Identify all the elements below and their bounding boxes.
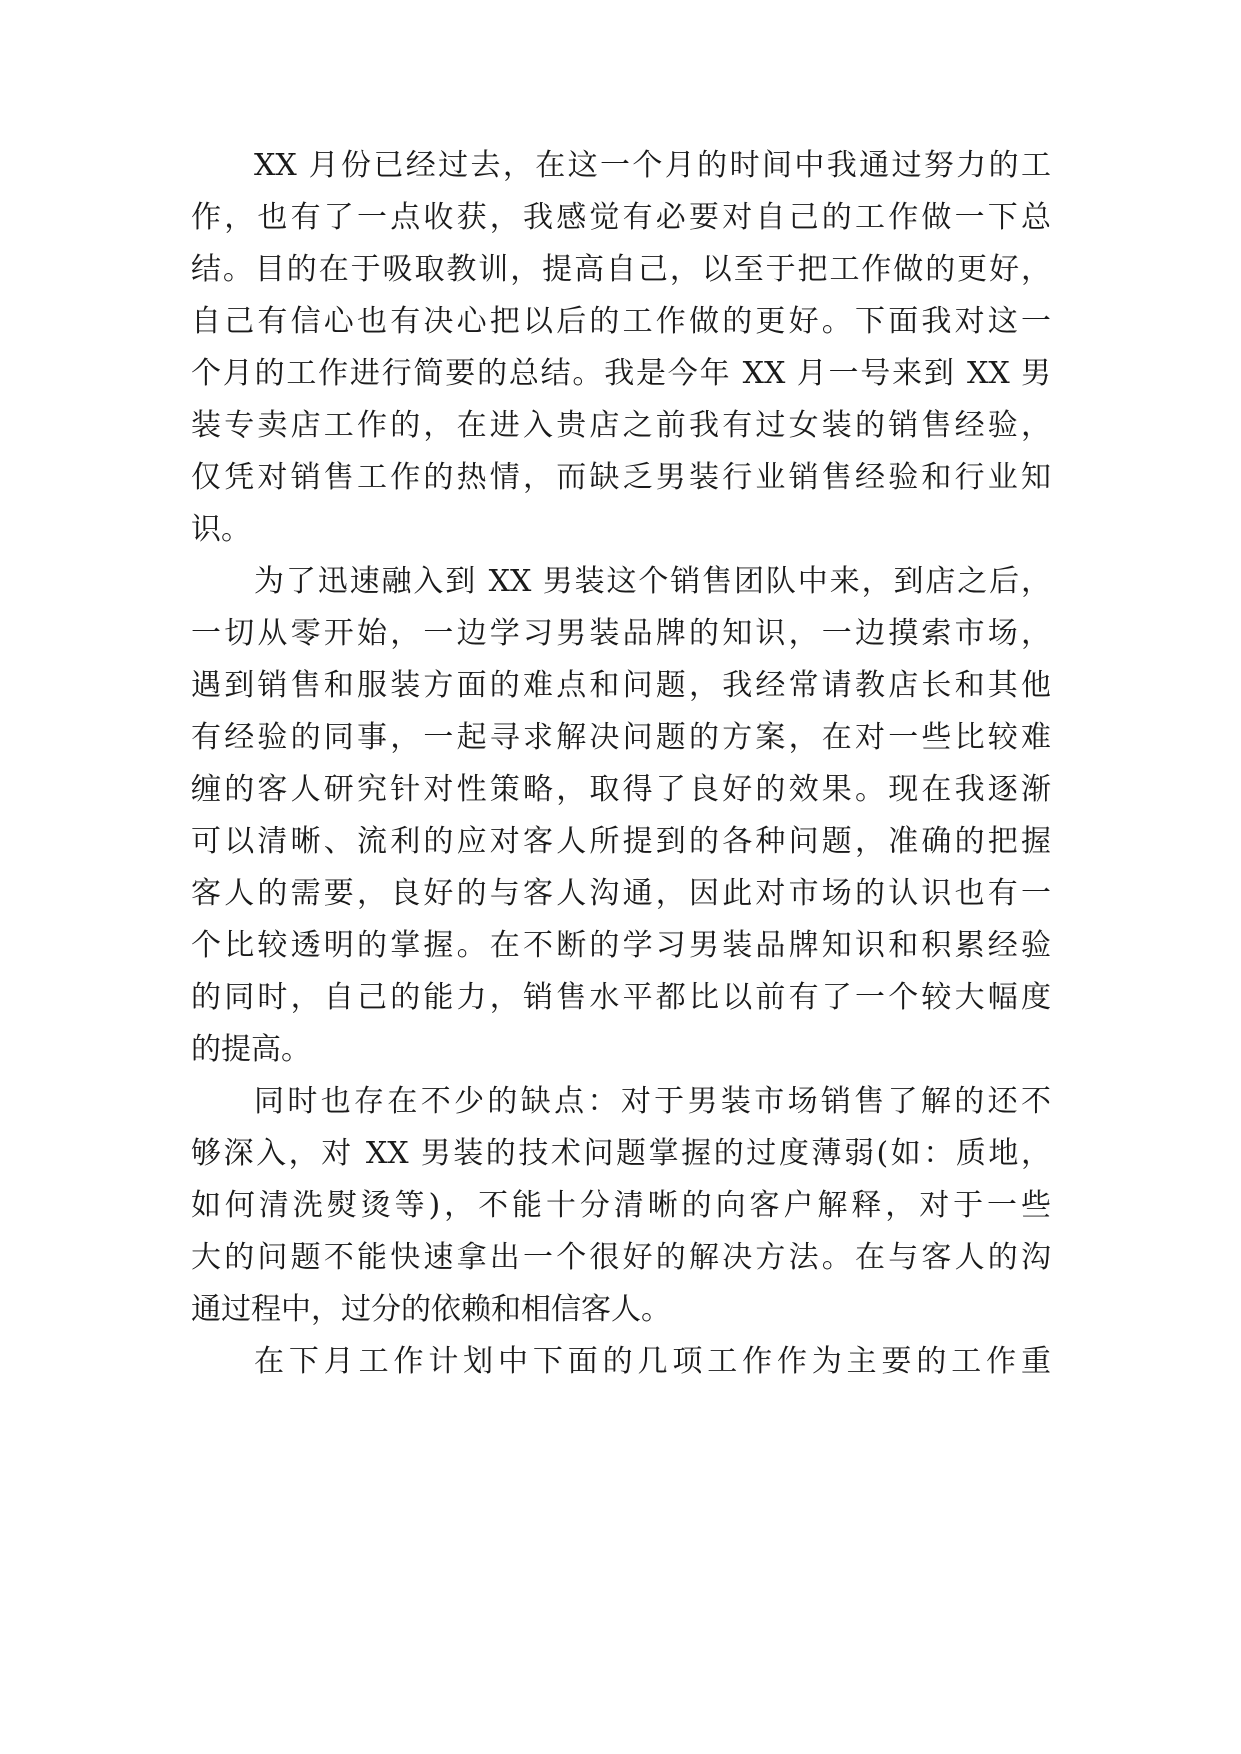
text-line: 作，也有了一点收获，我感觉有必要对自己的工作做一下总: [191, 200, 1051, 235]
text-line: 客人的需要，良好的与客人沟通，因此对市场的认识也有一: [191, 876, 1051, 911]
text-line: 个比较透明的掌握。在不断的学习男装品牌知识和积累经验: [191, 928, 1051, 963]
text-line: 通过程中，过分的依赖和相信客人。: [191, 1292, 671, 1327]
text-line: 如何清洗熨烫等)，不能十分清晰的向客户解释，对于一些: [191, 1188, 1051, 1223]
text-line: 识。: [191, 512, 251, 547]
text-line: 大的问题不能快速拿出一个很好的解决方法。在与客人的沟: [191, 1240, 1051, 1275]
text-line: 个月的工作进行简要的总结。我是今年 XX 月一号来到 XX 男: [191, 356, 1051, 391]
text-line: 同时也存在不少的缺点：对于男装市场销售了解的还不: [254, 1084, 1051, 1119]
text-line: 结。目的在于吸取教训，提高自己，以至于把工作做的更好，: [191, 252, 1051, 287]
text-line: 装专卖店工作的，在进入贵店之前我有过女装的销售经验，: [191, 408, 1051, 443]
text-line: 自己有信心也有决心把以后的工作做的更好。下面我对这一: [191, 304, 1051, 339]
text-line: 仅凭对销售工作的热情，而缺乏男装行业销售经验和行业知: [191, 460, 1051, 495]
text-line: 为了迅速融入到 XX 男装这个销售团队中来，到店之后，: [254, 564, 1051, 599]
text-line: 够深入，对 XX 男装的技术问题掌握的过度薄弱(如：质地，: [191, 1136, 1051, 1171]
text-line: 可以清晰、流利的应对客人所提到的各种问题，准确的把握: [191, 824, 1051, 859]
text-line: 的同时，自己的能力，销售水平都比以前有了一个较大幅度: [191, 980, 1051, 1015]
text-line: 的提高。: [191, 1032, 311, 1067]
text-line: 在下月工作计划中下面的几项工作作为主要的工作重: [254, 1344, 1051, 1379]
text-line: 有经验的同事，一起寻求解决问题的方案，在对一些比较难: [191, 720, 1051, 755]
text-line: 遇到销售和服装方面的难点和问题，我经常请教店长和其他: [191, 668, 1051, 703]
text-line: 缠的客人研究针对性策略，取得了良好的效果。现在我逐渐: [191, 772, 1051, 807]
text-line: 一切从零开始，一边学习男装品牌的知识，一边摸索市场，: [191, 616, 1051, 651]
text-line: XX 月份已经过去，在这一个月的时间中我通过努力的工: [254, 148, 1051, 183]
